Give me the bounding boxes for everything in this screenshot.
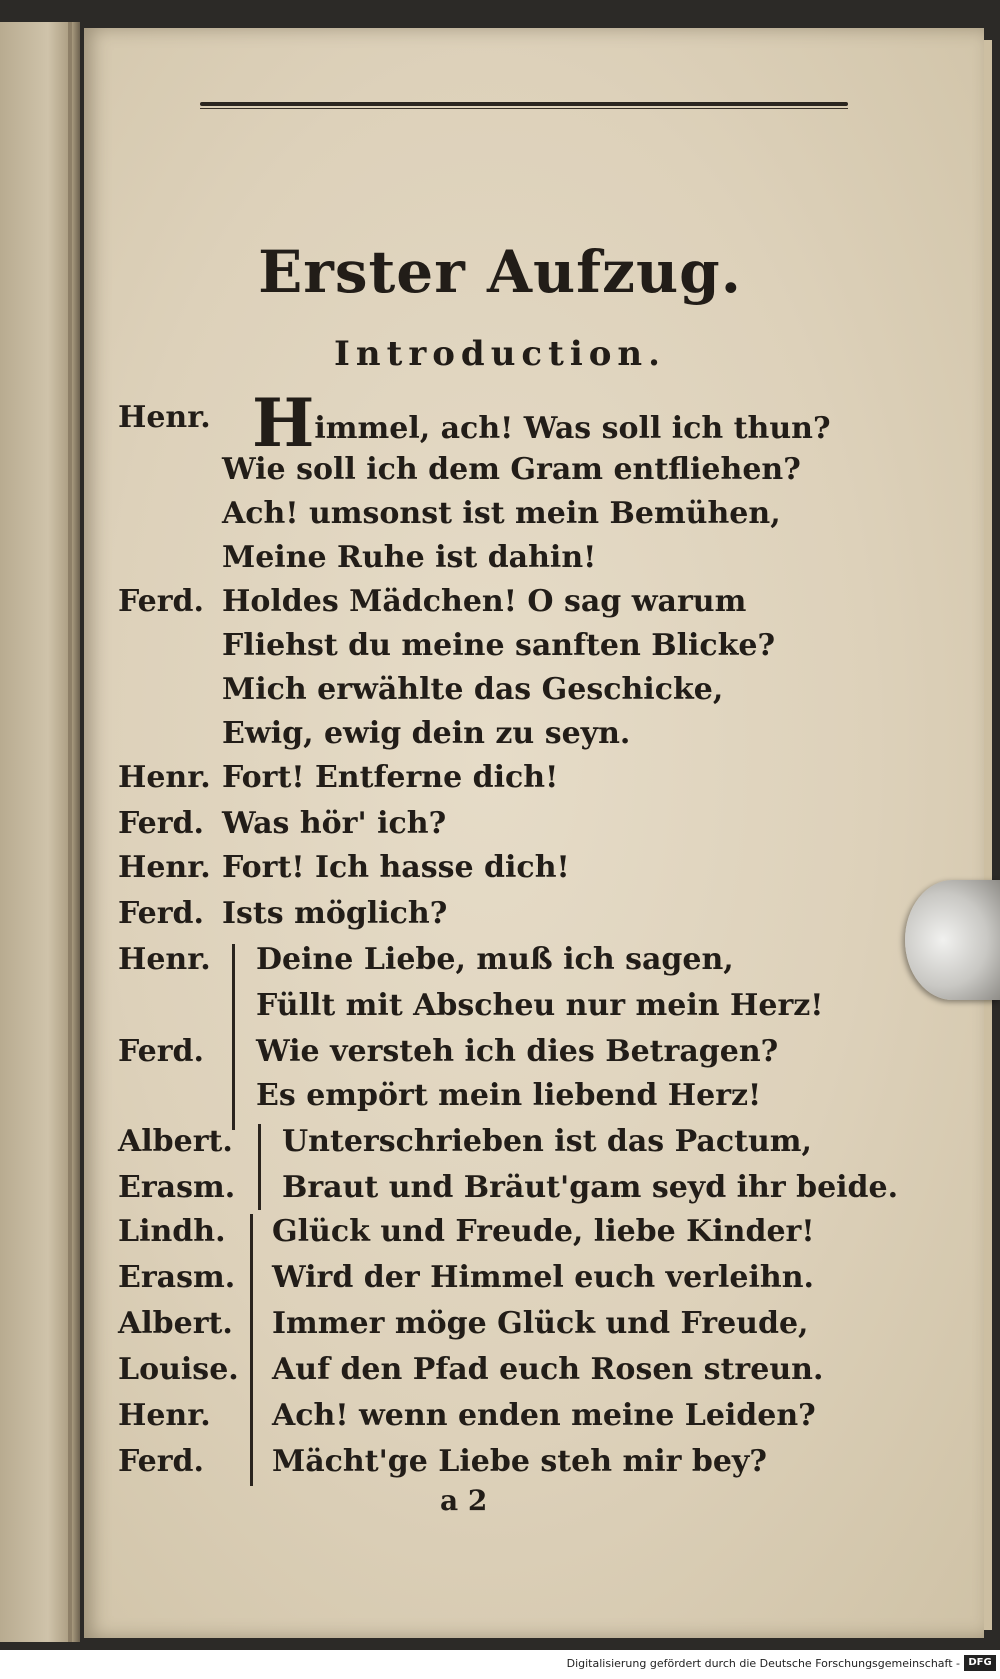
speaker-label: Henr. — [118, 1398, 211, 1433]
verse-line: Fort! Ich hasse dich! — [222, 850, 570, 885]
verse-line: Meine Ruhe ist dahin! — [222, 540, 597, 575]
verse-line: Füllt mit Abscheu nur mein Herz! — [256, 988, 824, 1023]
verse-line: Unterschrieben ist das Pactum, — [282, 1124, 812, 1159]
verse-line: Ach! wenn enden meine Leiden? — [272, 1398, 816, 1433]
verse-line: Holdes Mädchen! O sag warum — [222, 584, 747, 619]
verse-line: Ewig, ewig dein zu seyn. — [222, 716, 631, 751]
verse-line: Wie soll ich dem Gram entfliehen? — [222, 452, 801, 487]
funding-credit: Digitalisierung gefördert durch die Deutsche Forschungsgemeinschaft - — [566, 1657, 960, 1670]
speaker-label: Henr. — [118, 850, 211, 885]
speaker-label: Albert. — [118, 1124, 233, 1159]
speaker-label: Ferd. — [118, 584, 204, 619]
verse-line: Fliehst du meine sanften Blicke? — [222, 628, 776, 663]
verse-line: Glück und Freude, liebe Kinder! — [272, 1214, 815, 1249]
verse-line: Es empört mein liebend Herz! — [256, 1078, 762, 1113]
page-clip — [905, 880, 1000, 1000]
verse-line: Fort! Entferne dich! — [222, 760, 559, 795]
verse-line: Ists möglich? — [222, 896, 448, 931]
verse-line: Ach! umsonst ist mein Bemühen, — [222, 496, 781, 531]
verse-line: Auf den Pfad euch Rosen streun. — [272, 1352, 824, 1387]
verse-line: Deine Liebe, muß ich sagen, — [256, 942, 734, 977]
duet-brace — [258, 1124, 261, 1210]
ornamental-rule — [200, 102, 848, 106]
verse-line: Wie versteh ich dies Betragen? — [256, 1034, 779, 1069]
speaker-label: Albert. — [118, 1306, 233, 1341]
speaker-label: Henr. — [118, 760, 211, 795]
speaker-label: Ferd. — [118, 1034, 204, 1069]
act-title: Erster Aufzug. — [258, 238, 742, 306]
verse-line — [252, 384, 831, 462]
verse-line: Immer möge Glück und Freude, — [272, 1306, 809, 1341]
ensemble-brace — [250, 1214, 253, 1486]
duet-brace — [232, 944, 235, 1130]
speaker-label: Erasm. — [118, 1170, 236, 1205]
verse-line: Braut und Bräut'gam seyd ihr beide. — [282, 1170, 899, 1205]
verse-line-rest: immel, ach! Was soll ich thun? — [314, 411, 831, 446]
footer-bar — [0, 1650, 1000, 1679]
signature-mark: a 2 — [440, 1484, 488, 1517]
section-subtitle: Introduction. — [334, 334, 666, 374]
speaker-label: Ferd. — [118, 806, 204, 841]
speaker-label: Henr. — [118, 400, 211, 435]
speaker-label: Ferd. — [118, 1444, 204, 1479]
speaker-label: Lindh. — [118, 1214, 226, 1249]
verse-line: Was hör' ich? — [222, 806, 447, 841]
verse-line: Wird der Himmel euch verleihn. — [272, 1260, 814, 1295]
speaker-label: Louise. — [118, 1352, 239, 1387]
speaker-label: Henr. — [118, 942, 211, 977]
dfg-logo: DFG — [964, 1655, 996, 1671]
drop-cap: H — [252, 384, 315, 462]
speaker-label: Ferd. — [118, 896, 204, 931]
verse-line: Mich erwählte das Geschicke, — [222, 672, 724, 707]
verse-line: Mächt'ge Liebe steh mir bey? — [272, 1444, 767, 1479]
speaker-label: Erasm. — [118, 1260, 236, 1295]
